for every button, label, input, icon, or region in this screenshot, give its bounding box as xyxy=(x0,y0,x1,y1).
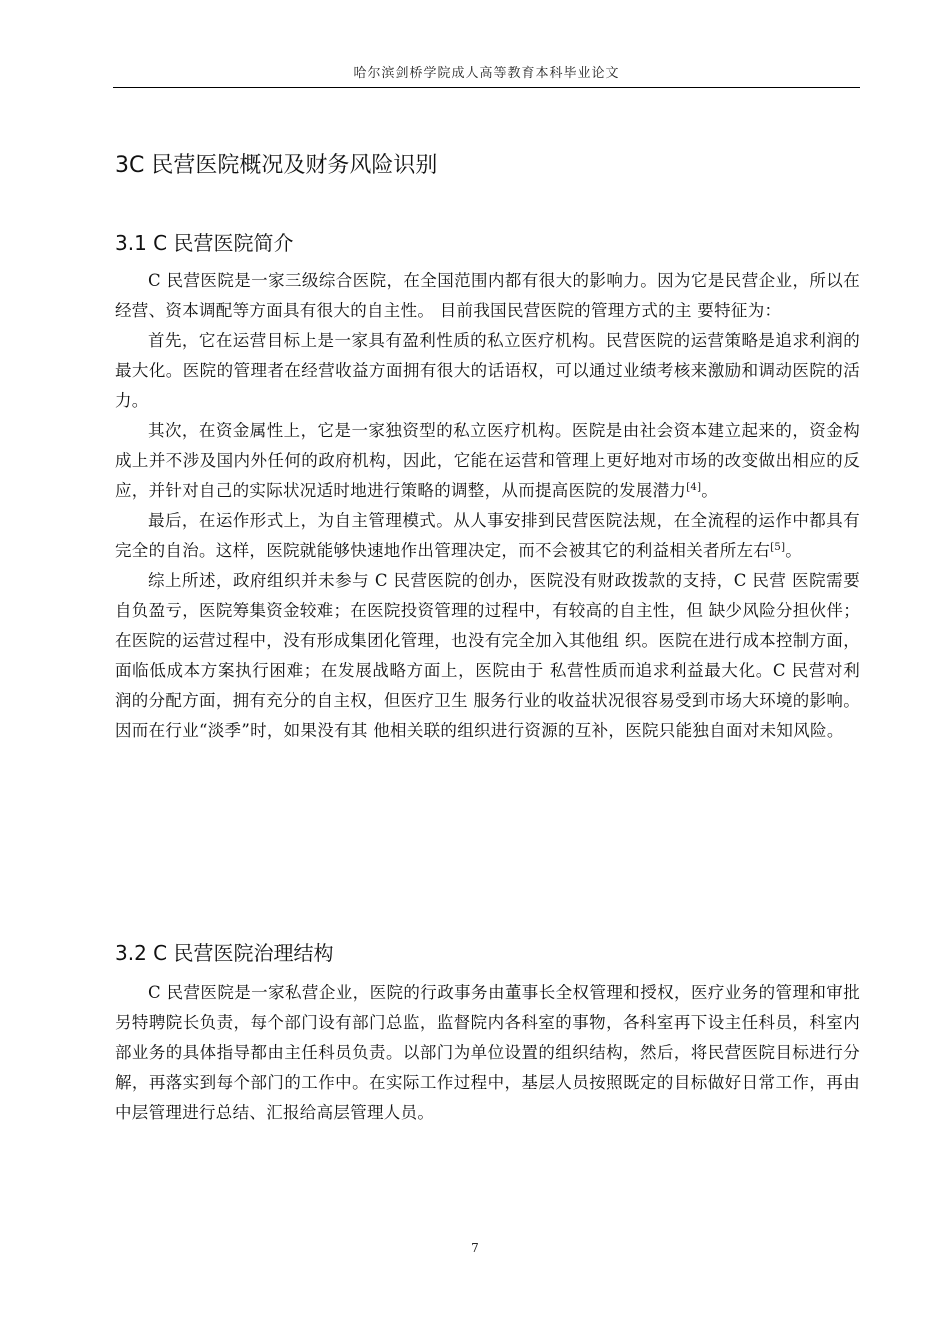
paragraph-text: 首先，它在运营目标上是一家具有盈利性质的私立医疗机构。民营医院的运营策略是追求利润的最大化。医院的管理者在经营收益方面拥有很大的话语权，可以通过业绩考核来激励和调动医院的活力。 xyxy=(115,331,860,410)
page-number: 7 xyxy=(471,1241,479,1255)
section-title-3-1: 3.1 C 民营医院简介 xyxy=(115,231,294,255)
paragraph xyxy=(115,416,860,506)
chapter-title: 3C 民营医院概况及财务风险识别 xyxy=(115,153,438,178)
paragraph xyxy=(115,566,860,746)
paragraph-text: C 民营医院是一家私营企业，医院的行政事务由董事长全权管理和授权，医疗业务的管理和审批另特聘院长负责，每个部门设有部门总监，监督院内各科室的事物，各科室再下设主任科员，科室内部业务的具体指导都由主任科员负责。以部门为单位设置的组织结构，然后，将民营医院目标进行分解，再落实到每个部门的工作中。在实际工作过程中，基层人员按照既定的目标做好日常工作，再由中层管理进行总结、汇报给高层管理人员。 xyxy=(115,983,860,1122)
paragraph-text: C 民营医院是一家三级综合医院，在全国范围内都有很大的影响力。因为它是民营企业，所以在经营、资本调配等方面具有很大的自主性。 目前我国民营医院的管理方式的主 要特征为： xyxy=(115,271,860,320)
paragraph-text: 最后，在运作形式上，为自主管理模式。从人事安排到民营医院法规，在全流程的运作中都具有完全的自治。这样，医院就能够快速地作出管理决定，而不会被其它的利益相关者所左右 xyxy=(115,511,860,560)
citation-ref: [5] xyxy=(770,542,786,553)
section-3-1-body xyxy=(115,266,860,746)
paragraph xyxy=(115,266,860,326)
section-3-2-body xyxy=(115,978,860,1128)
section-title-3-2: 3.2 C 民营医院治理结构 xyxy=(115,941,334,965)
running-header: 哈尔滨剑桥学院成人高等教育本科毕业论文 xyxy=(353,66,620,81)
paragraph xyxy=(115,506,860,566)
paragraph-text: 其次，在资金属性上，它是一家独资型的私立医疗机构。医院是由社会资本建立起来的，资金构成上并不涉及国内外任何的政府机构，因此，它能在运营和管理上更好地对市场的改变做出相应的反应，并针对自己的实际状况适时地进行策略的调整，从而提高医院的发展潜力 xyxy=(115,421,860,500)
citation-ref: [4] xyxy=(686,482,702,493)
header-divider xyxy=(113,87,860,88)
paragraph-tail: 。 xyxy=(785,541,803,560)
paragraph xyxy=(115,978,860,1128)
paragraph-tail: 。 xyxy=(701,481,719,500)
paragraph-text: 综上所述，政府组织并未参与 C 民营医院的创办，医院没有财政拨款的支持，C 民营 医院需要自负盈亏，医院筹集资金较难；在医院投资管理的过程中，有较高的自主性，但 缺少风险分担伙伴；在医院的运营过程中，没有形成集团化管理，也没有完全加入其他组 织。医院在进行成本控制方面，面临低成本方案执行困难；在发展战略方面上，医院由于 私营性质而追求利益最大化。C 民营对利润的分配方面，拥有充分的自主权，但医疗卫生 服务行业的收益状况很容易受到市场大环境的影响。因而在行业“淡季”时，如果没有其 他相关联的组织进行资源的互补，医院只能独自面对未知风险。 xyxy=(115,571,860,740)
paragraph xyxy=(115,326,860,416)
